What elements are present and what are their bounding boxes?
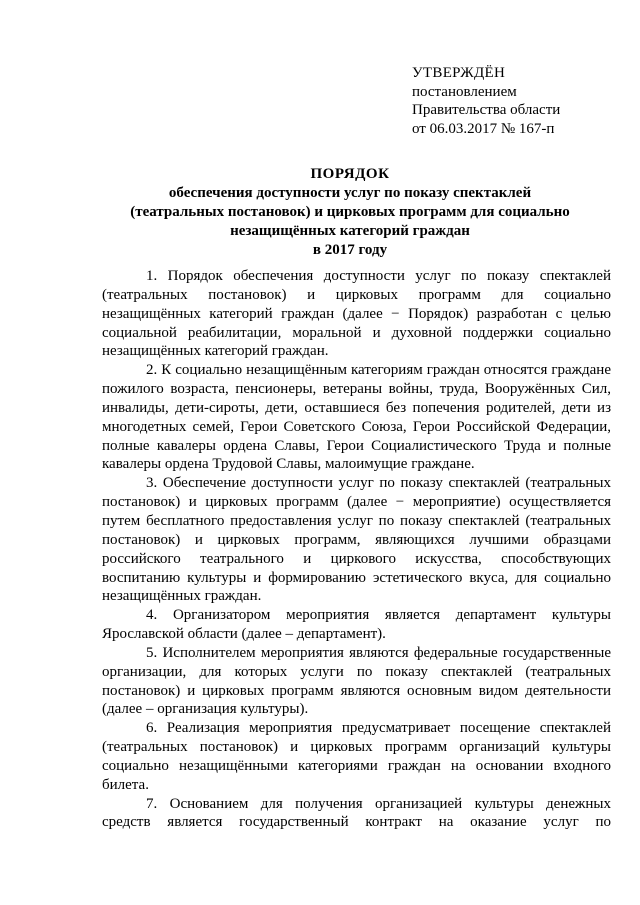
paragraph-1: 1. Порядок обеспечения доступности услуг по показу спектаклей (театральных постановок) и цирковых программ для социально незащищённых категорий граждан (далее − Порядок) разработан с целью социальной реабилитации, моральной и духовной поддержки социально незащищённых категорий граждан. (102, 268, 611, 360)
title-heading: ПОРЯДОК (310, 166, 390, 182)
paragraph-3: 3. Обеспечение доступности услуг по показу спектаклей (театральных постановок) и цирковых программ (далее − мероприятие) осуществляется путем бесплатного предоставления услуг по показу спектаклей (театральных постановок) и цирковых программ, являющихся лучшими образцами российского театрального и циркового искусства, способствующих воспитанию культуры и формированию эстетического вкуса, для социально незащищённых граждан. (102, 475, 611, 605)
document-body (102, 267, 611, 832)
paragraph-7: 7. Основанием для получения организацией культуры денежных средств является государственный контракт на оказание услуг по (102, 795, 611, 831)
title-year: в 2017 году (312, 242, 388, 258)
document-title (60, 165, 640, 260)
paragraph-6: 6. Реализация мероприятия предусматривает посещение спектаклей (театральных постановок) и цирковых программ организаций культуры социально незащищёнными категориями граждан на основании входного билета. (102, 720, 611, 793)
approval-line: постановлением (412, 83, 517, 100)
approval-stamp (412, 64, 560, 139)
approval-date-number: от 06.03.2017 № 167-п (412, 121, 555, 138)
paragraph-4: 4. Организатором мероприятия является департамент культуры Ярославской области (далее – департамент). (102, 607, 611, 643)
approval-heading: УТВЕРЖДЁН (412, 65, 506, 81)
title-line: обеспечения доступности услуг по показу спектаклей (168, 185, 532, 201)
title-line: (театральных постановок) и цирковых программ для социально (130, 204, 570, 220)
paragraph-5: 5. Исполнителем мероприятия являются федеральные государственные организации, для которых услуги по показу спектаклей (театральных постановок) и цирковых программ являются основным видом деятельности (далее – организация культуры). (102, 644, 611, 718)
paragraph-2: 2. К социально незащищённым категориям граждан относятся граждане пожилого возраста, пенсионеры, ветераны войны, труда, Вооружённых Сил, инвалиды, дети-сироты, дети, оставшиеся без попечения родителей, дети из многодетных семей, Герои Советского Союза, Герои Российской Федерации, полные кавалеры ордена Славы, Герои Социалистического Труда и полные кавалеры ордена Трудовой Славы, малоимущие граждане. (102, 362, 611, 473)
title-line: незащищённых категорий граждан (230, 223, 470, 239)
approval-line: Правительства области (412, 102, 561, 119)
